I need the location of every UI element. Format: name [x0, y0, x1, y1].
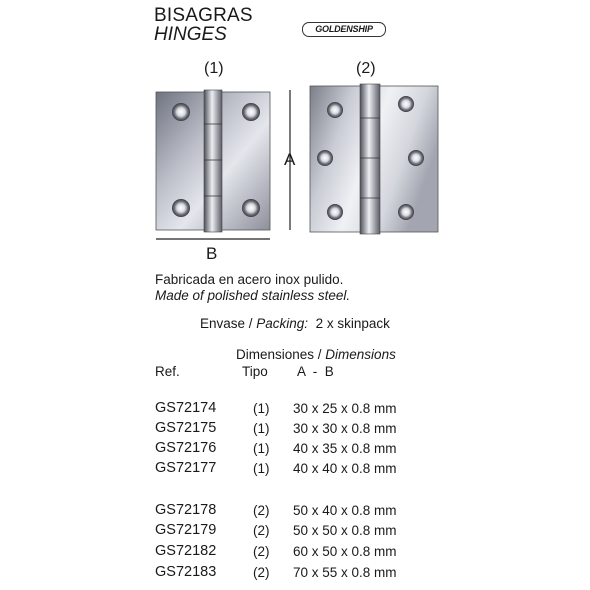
row-tipo: (1) — [253, 441, 270, 456]
row-dimensions: 40 x 35 x 0.8 mm — [293, 441, 397, 456]
row-ref: GS72182 — [155, 543, 217, 559]
row-ref: GS72178 — [155, 502, 217, 518]
row-ref: GS72175 — [155, 420, 217, 436]
row-dimensions: 30 x 30 x 0.8 mm — [293, 421, 397, 436]
dimension-a-label: A — [284, 150, 296, 169]
row-ref: GS72176 — [155, 440, 217, 456]
row-tipo: (1) — [253, 461, 270, 476]
description-english: Made of polished stainless steel. — [155, 288, 351, 303]
packing-line — [200, 316, 390, 331]
row-tipo: (2) — [253, 523, 270, 538]
description-spanish: Fabricada en acero inox pulido. — [155, 272, 344, 287]
title-spanish: BISAGRAS — [154, 5, 253, 26]
row-dimensions: 50 x 40 x 0.8 mm — [293, 503, 397, 518]
row-tipo: (1) — [253, 401, 270, 416]
dimensions-header — [236, 347, 396, 362]
tipo-column-header: Tipo — [242, 364, 268, 379]
figure-1-label: (1) — [204, 60, 224, 77]
figure-2-label: (2) — [356, 60, 376, 77]
row-dimensions: 70 x 55 x 0.8 mm — [293, 565, 397, 580]
dimensions-header-es: Dimensiones / — [236, 347, 326, 362]
row-ref: GS72179 — [155, 522, 217, 538]
row-dimensions: 30 x 25 x 0.8 mm — [293, 401, 397, 416]
hinge-type-1-icon — [156, 90, 270, 232]
row-tipo: (1) — [253, 421, 270, 436]
ref-column-header: Ref. — [155, 364, 180, 379]
row-ref: GS72174 — [155, 400, 217, 416]
packing-value: 2 x skinpack — [315, 316, 390, 331]
hinge-type-2-icon — [310, 84, 438, 234]
packing-label-en: Packing: — [256, 316, 309, 331]
row-ref: GS72177 — [155, 460, 217, 476]
packing-label-es: Envase / — [200, 316, 257, 331]
row-dimensions: 40 x 40 x 0.8 mm — [293, 461, 397, 476]
ab-column-header: A - B — [297, 364, 334, 379]
row-dimensions: 60 x 50 x 0.8 mm — [293, 544, 397, 559]
dimension-b-label: B — [206, 244, 218, 263]
row-ref: GS72183 — [155, 564, 217, 580]
row-tipo: (2) — [253, 565, 270, 580]
row-tipo: (2) — [253, 544, 270, 559]
dimensions-header-en: Dimensions — [325, 347, 396, 362]
brand-logo: GOLDENSHIP — [302, 22, 386, 37]
hinges-illustration — [0, 0, 590, 270]
row-dimensions: 50 x 50 x 0.8 mm — [293, 523, 397, 538]
title-english: HINGES — [154, 24, 227, 45]
row-tipo: (2) — [253, 503, 270, 518]
